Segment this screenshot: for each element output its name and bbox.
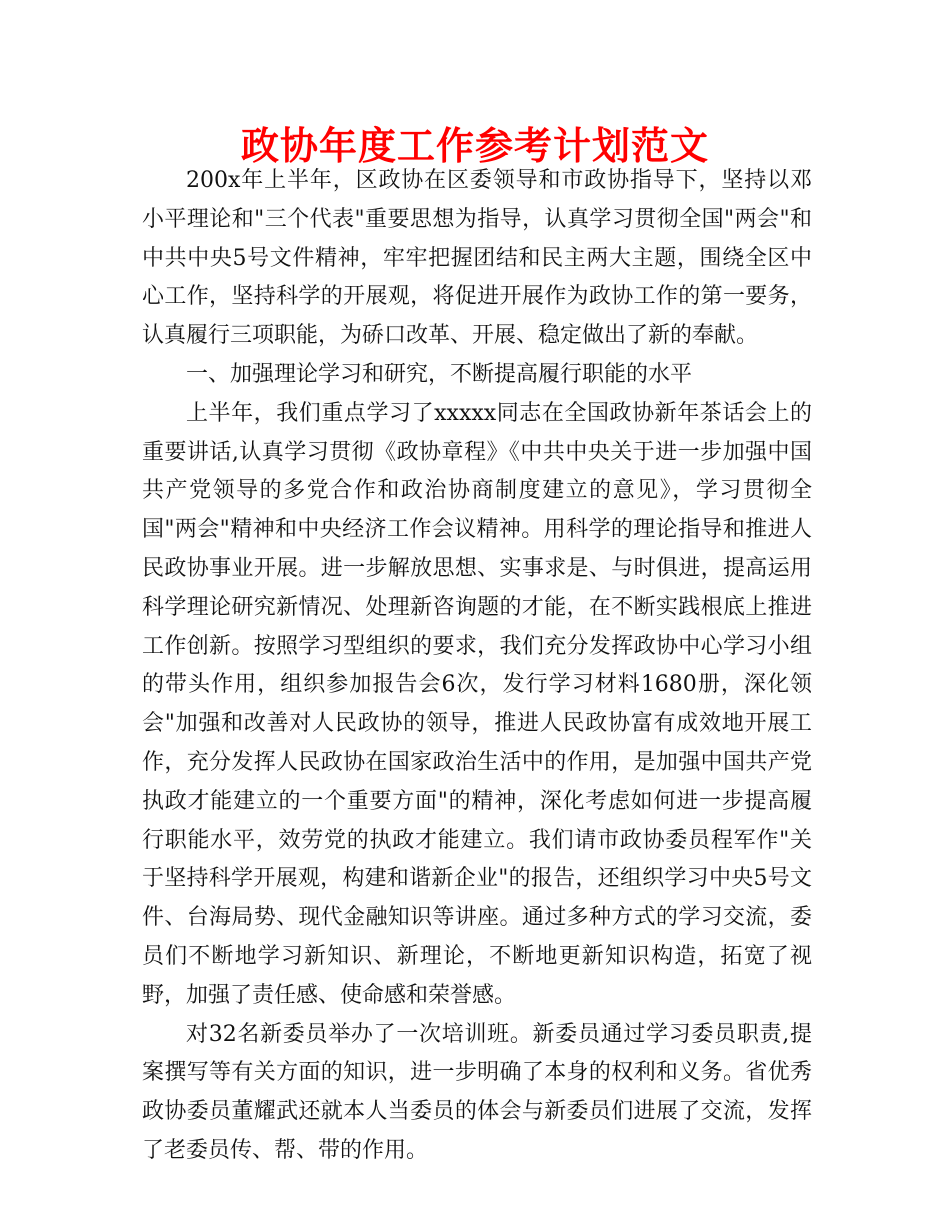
section-heading-1: 一、加强理论学习和研究，不断提高履行职能的水平 xyxy=(186,361,693,387)
document-title: 政协年度工作参考计划范文 xyxy=(240,124,709,168)
paragraph-study: 上半年，我们重点学习了xxxxx同志在全国政协新年茶话会上的重要讲话,认真学习贯彻《政协章程》《中共中央关于进一步加强中国共产党领导的多党合作和政治协商制度建立的意见》，学习贯彻全国"两会"精神和中央经济工作会议精神。用科学的理论指导和推进人民政协事业开展。进一步解放思想、实事求是、与时俱进，提高运用科学理论研究新情况、处理新咨询题的才能，在不断实践根底上推进工作创新。按照学习型组织的要求，我们充分发挥政协中心学习小组的带头作用，组织参加报告会6次，发行学习材料1680册，深化领会"加强和改善对人民政协的领导，推进人民政协富有成效地开展工作，充分发挥人民政协在国家政治生活中的作用，是加强中国共产党执政才能建立的一个重要方面"的精神，深化考虑如何进一步提高履行职能水平，效劳党的执政才能建立。我们请市政协委员程军作"关于坚持科学开展观，构建和谐新企业"的报告，还组织学习中央5号文件、台海局势、现代金融知识等讲座。通过多种方式的学习交流，委员们不断地学习新知识、新理论，不断地更新知识构造，拓宽了视野，加强了责任感、使命感和荣誉感。 xyxy=(142,400,812,1008)
paragraph-intro: 200x年上半年，区政协在区委领导和市政协指导下，坚持以邓小平理论和"三个代表"重要思想为指导，认真学习贯彻全国"两会"和中共中央5号文件精神，牢牢把握团结和民主两大主题，围绕全区中心工作，坚持科学的开展观，将促进开展作为政协工作的第一要务，认真履行三项职能，为硚口改革、开展、稳定做出了新的奉献。 xyxy=(142,168,812,349)
paragraph-training: 对32名新委员举办了一次培训班。新委员通过学习委员职责,提案撰写等有关方面的知识，进一步明确了本身的权利和义务。省优秀政协委员董耀武还就本人当委员的体会与新委员们进展了交流，发挥了老委员传、帮、带的作用。 xyxy=(142,1021,812,1163)
document-body xyxy=(142,162,812,1171)
